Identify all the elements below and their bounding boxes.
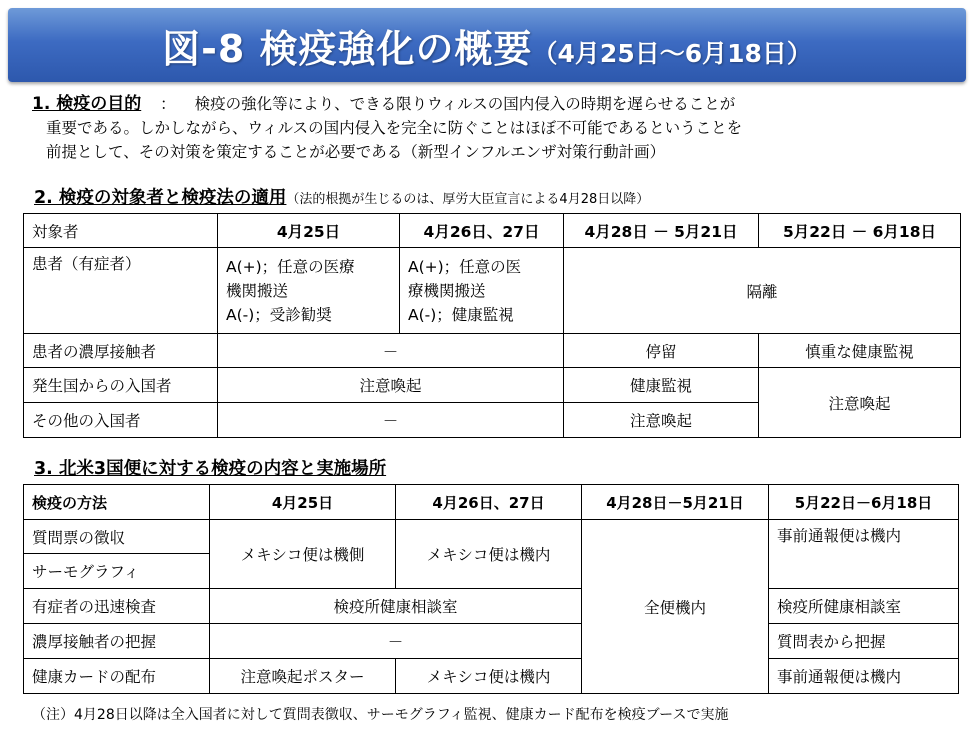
row-label-questionnaire: 質問票の徴収 [24, 520, 210, 554]
methods-header-apr26-27: 4月26日、27日 [396, 485, 582, 520]
rapid-late-cell: 検疫所健康相談室 [769, 589, 959, 624]
card-apr26-cell: メキシコ便は機内 [396, 659, 582, 694]
table-row [24, 248, 961, 334]
methods-table [23, 484, 959, 694]
targets-header-subject: 対象者 [24, 214, 218, 248]
all-flights-onboard-cell: 全便機内 [582, 520, 769, 694]
other-mid-cell: 注意喚起 [564, 403, 759, 438]
table-row [24, 624, 959, 659]
methods-header-apr25: 4月25日 [210, 485, 396, 520]
patient-apr26-line-2: 療機関搬送 [408, 281, 486, 300]
section-purpose [32, 92, 952, 164]
section-targets-heading: 2. 検疫の対象者と検疫法の適用 [34, 188, 287, 208]
group1-late-cell: 事前通報便は機内 [769, 520, 959, 589]
page-title [8, 18, 966, 73]
group1-apr26-cell: メキシコ便は機内 [396, 520, 582, 589]
patient-apr26-line-3: A(-)；健康監視 [408, 305, 514, 324]
table-row [24, 485, 959, 520]
purpose-line-1: 検疫の強化等により、できる限りウィルスの国内侵入の時期を遅らせることが [194, 95, 736, 113]
other-early-cell: － [218, 403, 564, 438]
section-methods-header [34, 455, 386, 480]
methods-header-method: 検疫の方法 [24, 485, 210, 520]
footnote: （注）4月28日以降は全入国者に対して質問表徴収、サーモグラフィ監視、健康カード配布を検疫ブースで実施 [32, 707, 729, 723]
title-main: 図-8 検疫強化の概要 [162, 27, 533, 71]
methods-header-apr28-may21: 4月28日－5月21日 [582, 485, 769, 520]
contact-tracing-late-cell: 質問表から把握 [769, 624, 959, 659]
section-purpose-heading: 1. 検疫の目的 [32, 94, 142, 114]
patient-isolation-cell: 隔離 [564, 248, 961, 334]
section-targets-header [34, 184, 649, 209]
rapid-early-cell: 検疫所健康相談室 [210, 589, 582, 624]
origin-other-late-cell: 注意喚起 [759, 368, 961, 438]
targets-table [23, 213, 961, 438]
purpose-line-3: 前提として、その対策を策定することが必要である（新型インフルエンザ対策行動計画） [46, 143, 666, 161]
patient-apr25-cell [218, 248, 400, 334]
section-targets-note: （法的根拠が生じるのは、厚労大臣宣言による4月28日以降） [286, 192, 650, 207]
row-label-patient: 患者（有症者） [24, 248, 218, 334]
row-label-contact: 患者の濃厚接触者 [24, 334, 218, 368]
section-methods-heading: 3. 北米3国便に対する検疫の内容と実施場所 [34, 459, 387, 479]
contact-early-cell: － [218, 334, 564, 368]
row-label-other: その他の入国者 [24, 403, 218, 438]
card-apr25-cell: 注意喚起ポスター [210, 659, 396, 694]
card-late-cell: 事前通報便は機内 [769, 659, 959, 694]
patient-apr25-line-1: A(+)；任意の医療 [226, 257, 355, 276]
title-period: （4月25日～6月18日） [532, 39, 812, 68]
row-label-contact-tracing: 濃厚接触者の把握 [24, 624, 210, 659]
table-row [24, 368, 961, 403]
row-label-health-card: 健康カードの配布 [24, 659, 210, 694]
table-row [24, 520, 959, 554]
contact-mid-cell: 停留 [564, 334, 759, 368]
origin-mid-cell: 健康監視 [564, 368, 759, 403]
table-row [24, 214, 961, 248]
group1-apr25-cell: メキシコ便は機側 [210, 520, 396, 589]
row-label-origin: 発生国からの入国者 [24, 368, 218, 403]
table-row [24, 659, 959, 694]
targets-header-may22-jun18: 5月22日 － 6月18日 [759, 214, 961, 248]
title-banner [8, 8, 966, 82]
contact-late-cell: 慎重な健康監視 [759, 334, 961, 368]
patient-apr26-line-1: A(+)；任意の医 [408, 257, 522, 276]
targets-header-apr25: 4月25日 [218, 214, 400, 248]
methods-header-may22-jun18: 5月22日－6月18日 [769, 485, 959, 520]
table-row [24, 334, 961, 368]
row-label-rapid-test: 有症者の迅速検査 [24, 589, 210, 624]
targets-header-apr26-27: 4月26日、27日 [400, 214, 564, 248]
contact-tracing-early-cell: － [210, 624, 582, 659]
patient-apr25-line-3: A(-)；受診勧奨 [226, 305, 332, 324]
origin-early-cell: 注意喚起 [218, 368, 564, 403]
patient-apr26-cell [400, 248, 564, 334]
row-label-thermography: サーモグラフィ [24, 554, 210, 589]
patient-apr25-line-2: 機関搬送 [226, 281, 289, 300]
purpose-line-2: 重要である。しかしながら、ウィルスの国内侵入を完全に防ぐことはほぼ不可能であるということを [46, 119, 743, 137]
section-purpose-colon: ： [160, 95, 176, 113]
targets-header-apr28-may21: 4月28日 － 5月21日 [564, 214, 759, 248]
table-row [24, 589, 959, 624]
